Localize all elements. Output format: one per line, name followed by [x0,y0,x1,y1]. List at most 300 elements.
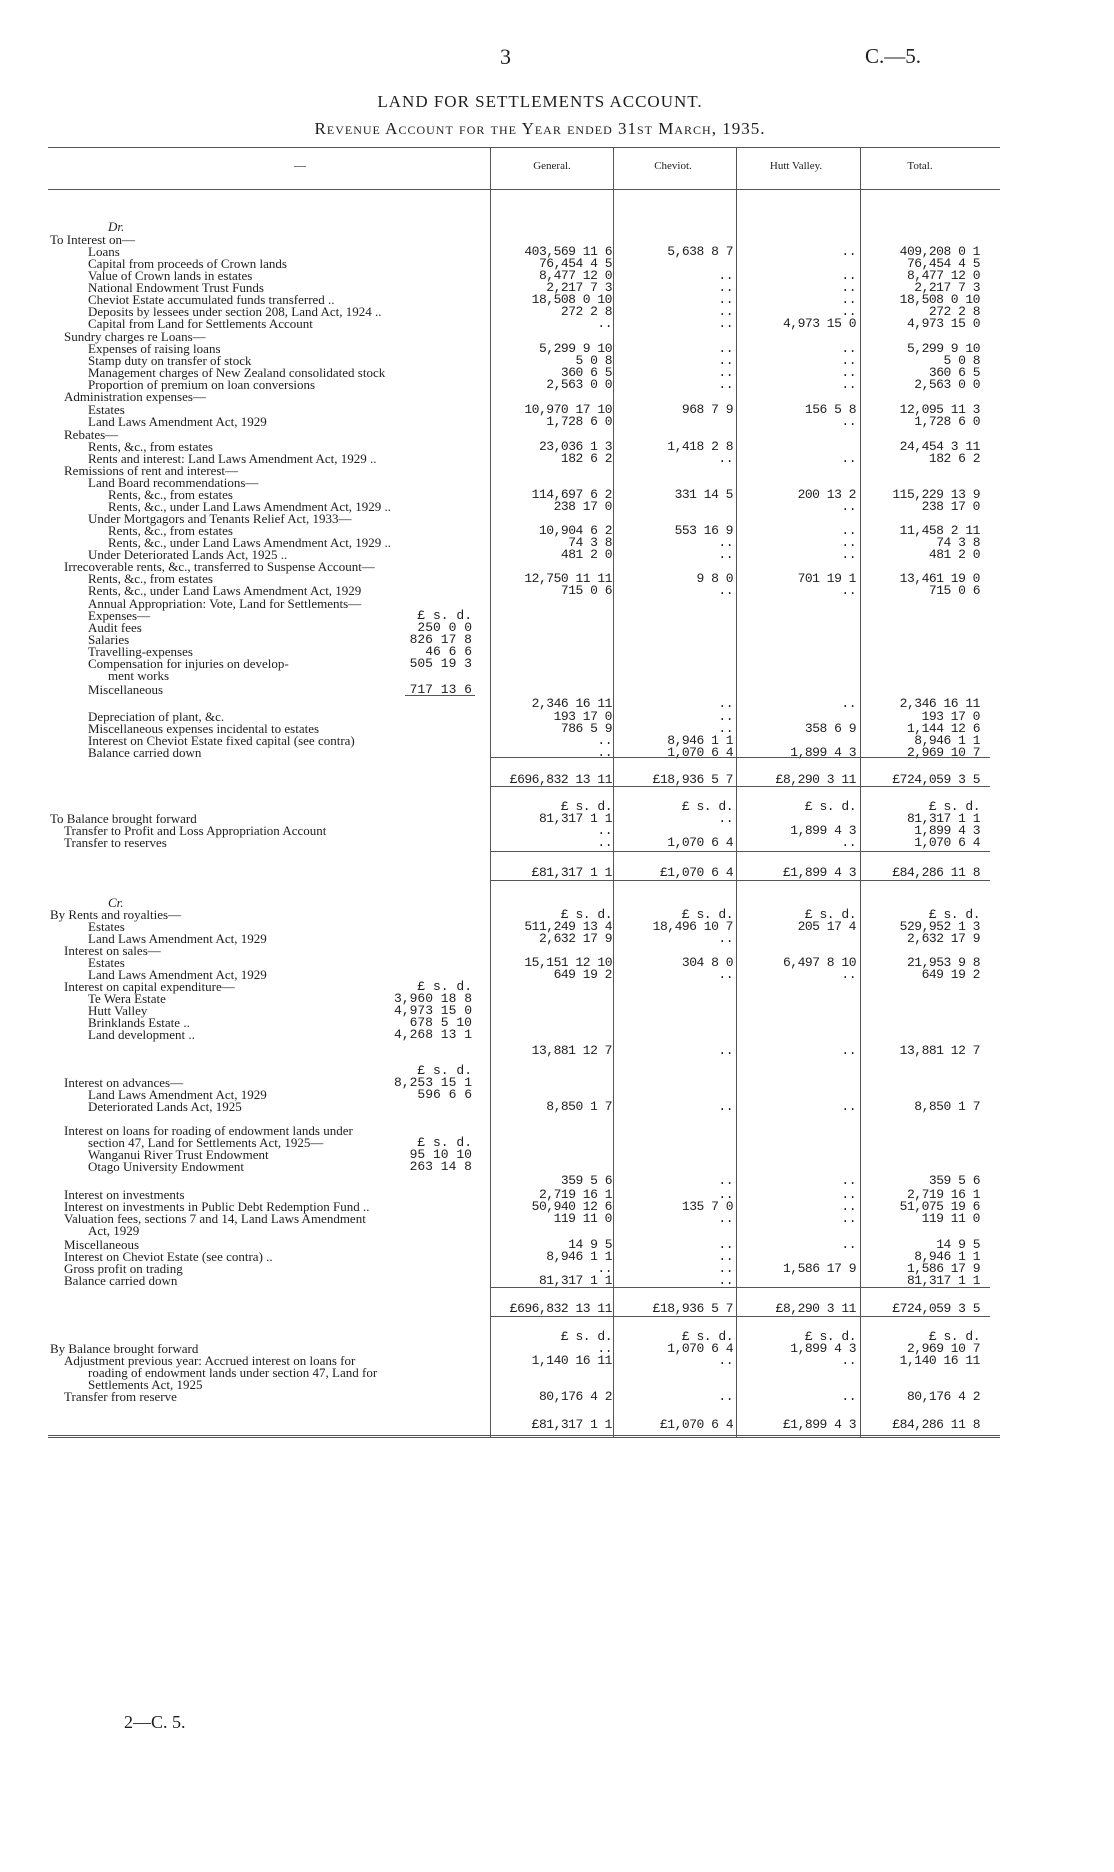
hutt-valley-amount: .. [841,967,856,982]
hutt-valley-amount: £1,899 4 3 [782,1417,856,1432]
total-amount: 11,458 2 11 [899,523,980,538]
total-amount: £724,059 3 5 [892,772,980,787]
row-label: roading of endowment lands under section 47, Land for [88,1365,378,1380]
cheviot-amount: £1,070 6 4 [659,1417,733,1432]
total-amount: 1,070 6 4 [914,835,980,850]
general-amount: 2,719 16 1 [538,1187,612,1202]
page-number: 3 [500,44,511,69]
total-rule [490,757,990,758]
hutt-valley-amount: £8,290 3 11 [775,772,856,787]
row-label: Capital from proceeds of Crown lands [88,256,287,271]
hutt-valley-amount: 1,899 4 3 [790,1341,856,1356]
row-label: Stamp duty on transfer of stock [88,353,252,368]
total-amount: 76,454 4 5 [906,256,980,271]
hutt-valley-amount: 701 19 1 [797,571,856,586]
hutt-valley-amount: .. [841,268,856,283]
general-amount: 80,176 4 2 [538,1389,612,1404]
cheviot-amount: .. [718,547,733,562]
total-amount: 13,881 12 7 [899,1043,980,1058]
cheviot-amount: .. [718,292,733,307]
row-label: Annual Appropriation: Vote, Land for Settlements— [88,596,362,611]
row-label: Loans [88,244,120,259]
row-label: Land Laws Amendment Act, 1929 [88,1087,267,1102]
total-amount: 715 0 6 [928,583,980,598]
column-header-total: Total. [907,160,933,172]
row-label: Rents, &c., from estates [88,439,213,454]
table-bottom-rule [48,1435,1000,1438]
row-label: National Endowment Trust Funds [88,280,264,295]
total-amount: 14 9 5 [936,1237,980,1252]
total-rule [490,1287,990,1288]
cheviot-amount: 8,946 1 1 [667,733,733,748]
total-amount: 2,969 10 7 [906,1341,980,1356]
hutt-valley-amount: 1,586 17 9 [782,1261,856,1276]
sub-amount: 46 6 6 [425,644,472,659]
row-label: Irrecoverable rents, &c., transferred to Suspense Account— [64,559,375,574]
total-amount: 409,208 0 1 [899,244,980,259]
cheviot-amount: 1,070 6 4 [667,1341,733,1356]
sub-amount: 678 5 10 [409,1015,472,1030]
general-amount: 511,249 13 4 [524,919,612,934]
row-label: Salaries [88,632,130,647]
total-rule [490,851,990,852]
general-amount: .. [597,745,612,760]
row-label: Interest on investments [64,1187,185,1202]
row-label: Rents and interest: Land Laws Amendment Act, 1929 .. [88,451,377,466]
row-label: Rebates— [64,427,119,442]
general-amount: 8,477 12 0 [538,268,612,283]
hutt-valley-amount: .. [841,1199,856,1214]
total-amount: 1,140 16 11 [899,1353,980,1368]
row-label: Transfer to Profit and Loss Appropriation Account [64,823,327,838]
general-amount: 23,036 1 3 [538,439,612,454]
general-amount: 10,904 6 2 [538,523,612,538]
general-amount: 2,563 0 0 [546,377,612,392]
cheviot-amount: .. [718,451,733,466]
cheviot-amount: .. [718,709,733,724]
hutt-valley-amount: 156 5 8 [804,402,856,417]
total-amount: 18,508 0 10 [899,292,980,307]
total-amount: 182 6 2 [928,451,980,466]
account-title: LAND FOR SETTLEMENTS ACCOUNT. [377,92,703,111]
general-amount: 8,946 1 1 [546,1249,612,1264]
hutt-valley-amount: 4,973 15 0 [782,316,856,331]
hutt-valley-amount: 6,497 8 10 [782,955,856,970]
total-amount: 481 2 0 [928,547,980,562]
hutt-valley-amount: 205 17 4 [797,919,856,934]
hutt-valley-amount: .. [841,583,856,598]
cheviot-amount: 5,638 8 7 [667,244,733,259]
row-label: Under Mortgagors and Tenants Relief Act, 1933— [88,511,352,526]
cheviot-amount: .. [718,268,733,283]
cheviot-amount: 553 16 9 [674,523,733,538]
general-amount: 12,750 11 11 [524,571,612,586]
table-header-rule [48,189,1000,190]
row-label: Estates [88,402,125,417]
row-label: Compensation for injuries on develop- [88,656,289,671]
row-label: Capital from Land for Settlements Account [88,316,313,331]
hutt-valley-amount: .. [841,451,856,466]
hutt-valley-amount: .. [841,1353,856,1368]
general-amount: 649 19 2 [553,967,612,982]
row-label: Interest on sales— [64,943,161,958]
hutt-valley-amount: £ s. d. [804,799,856,814]
total-amount: 2,632 17 9 [906,931,980,946]
row-label: Interest on loans for roading of endowment lands under [64,1123,353,1138]
total-amount: £ s. d. [928,799,980,814]
general-amount: 10,970 17 10 [524,402,612,417]
row-label: Deteriorated Lands Act, 1925 [88,1099,242,1114]
hutt-valley-amount: .. [841,292,856,307]
hutt-valley-amount: .. [841,304,856,319]
total-amount: 8,946 1 1 [914,733,980,748]
row-label: Under Deteriorated Lands Act, 1925 .. [88,547,288,562]
row-label: Land Laws Amendment Act, 1929 [88,931,267,946]
total-amount: 119 11 0 [921,1211,980,1226]
sub-amount: 8,253 15 1 [393,1075,472,1090]
general-amount: 119 11 0 [553,1211,612,1226]
sub-amount: 596 6 6 [417,1087,472,1102]
cheviot-amount: 1,070 6 4 [667,835,733,850]
hutt-valley-amount: .. [841,1187,856,1202]
general-amount: £81,317 1 1 [531,1417,612,1432]
cheviot-amount: 1,418 2 8 [667,439,733,454]
sub-amount: 826 17 8 [409,632,472,647]
general-amount: .. [597,316,612,331]
row-label: Adjustment previous year: Accrued interest on loans for [64,1353,356,1368]
row-label: Expenses— [88,608,151,623]
total-amount: 12,095 11 3 [899,402,980,417]
hutt-valley-amount: 358 6 9 [804,721,856,736]
hutt-valley-amount: .. [841,547,856,562]
cheviot-amount: .. [718,967,733,982]
row-label: Depreciation of plant, &c. [88,709,225,724]
sub-amount: 505 19 3 [409,656,472,671]
cheviot-amount: £ s. d. [681,799,733,814]
cheviot-amount: .. [718,1389,733,1404]
total-amount: 529,952 1 3 [899,919,980,934]
row-label: Balance carried down [88,745,202,760]
row-label: Brinklands Estate .. [88,1015,190,1030]
sub-amount: £ s. d. [417,1063,472,1078]
general-amount: 5,299 9 10 [538,341,612,356]
hutt-valley-amount: .. [841,244,856,259]
account-subtitle: Revenue Account for the Year ended 31st March, 1935. [314,119,766,138]
general-amount: .. [597,1341,612,1356]
total-amount: 272 2 8 [928,304,980,319]
row-label: Interest on Cheviot Estate fixed capital (see contra) [88,733,355,748]
row-label: Deposits by lessees under section 208, Land Act, 1924 .. [88,304,382,319]
row-label: Expenses of raising loans [88,341,221,356]
row-label: Land development .. [88,1027,195,1042]
cheviot-amount: .. [718,1249,733,1264]
hutt-valley-amount: .. [841,377,856,392]
total-amount: 81,317 1 1 [906,811,980,826]
total-amount: 1,899 4 3 [914,823,980,838]
cheviot-amount: .. [718,1099,733,1114]
cheviot-amount: .. [718,353,733,368]
row-label: Estates [88,955,125,970]
general-amount: 786 5 9 [560,721,612,736]
row-label: By Balance brought forward [50,1341,199,1356]
general-amount: 2,632 17 9 [538,931,612,946]
sub-total-rule [405,695,475,696]
general-amount: 76,454 4 5 [538,256,612,271]
row-label: Act, 1929 [88,1223,140,1238]
general-amount: £ s. d. [560,907,612,922]
total-amount: 8,850 1 7 [914,1099,980,1114]
total-amount: 24,454 3 11 [899,439,980,454]
general-amount: £ s. d. [560,799,612,814]
column-header-particulars: — [294,158,306,172]
cheviot-amount: .. [718,1237,733,1252]
row-label: Rents, &c., under Land Laws Amendment Act, 1929 .. [108,499,392,514]
general-amount: 81,317 1 1 [538,1273,612,1288]
general-amount: 5 0 8 [575,353,612,368]
row-label: Sundry charges re Loans— [64,329,206,344]
hutt-valley-amount: .. [841,535,856,550]
cheviot-amount: .. [718,1187,733,1202]
general-amount: £696,832 13 11 [509,772,612,787]
general-amount: 1,728 6 0 [546,414,612,429]
row-label: Wanganui River Trust Endowment [88,1147,269,1162]
hutt-valley-amount: .. [841,1389,856,1404]
hutt-valley-amount: .. [841,835,856,850]
cheviot-amount: £18,936 5 7 [652,1301,733,1316]
general-amount: 13,881 12 7 [531,1043,612,1058]
row-label: Land Board recommendations— [88,475,259,490]
cheviot-amount: 135 7 0 [681,1199,733,1214]
total-amount: 80,176 4 2 [906,1389,980,1404]
hutt-valley-amount: .. [841,1211,856,1226]
row-label: Interest on advances— [64,1075,184,1090]
cheviot-amount: 18,496 10 7 [652,919,733,934]
general-amount: 182 6 2 [560,451,612,466]
general-amount: 114,697 6 2 [531,487,612,502]
sub-amount: 263 14 8 [409,1159,472,1174]
general-amount: 2,217 7 3 [546,280,612,295]
sub-amount: £ s. d. [417,608,472,623]
cheviot-amount: 331 14 5 [674,487,733,502]
cheviot-amount: .. [718,377,733,392]
row-label: Valuation fees, sections 7 and 14, Land Laws Amendment [64,1211,366,1226]
row-label: Settlements Act, 1925 [88,1377,203,1392]
cheviot-amount: .. [718,535,733,550]
cheviot-amount: £ s. d. [681,1329,733,1344]
sub-amount: 3,960 18 8 [393,991,472,1006]
hutt-valley-amount: .. [841,280,856,295]
general-amount: 2,346 16 11 [531,696,612,711]
total-amount: 2,563 0 0 [914,377,980,392]
row-label: To Balance brought forward [50,811,197,826]
hutt-valley-amount: .. [841,1043,856,1058]
row-label: Interest on Cheviot Estate (see contra) .. [64,1249,273,1264]
row-label: Land Laws Amendment Act, 1929 [88,414,267,429]
total-amount: 51,075 19 6 [899,1199,980,1214]
cheviot-amount: .. [718,341,733,356]
cheviot-amount: 9 8 0 [696,571,733,586]
cheviot-amount: .. [718,280,733,295]
total-amount: 2,217 7 3 [914,280,980,295]
row-label: By Rents and royalties— [50,907,182,922]
hutt-valley-amount: .. [841,341,856,356]
row-label: Rents, &c., from estates [108,487,233,502]
total-amount: 2,969 10 7 [906,745,980,760]
cheviot-amount: .. [718,931,733,946]
cheviot-amount: £1,070 6 4 [659,865,733,880]
hutt-valley-amount: 1,899 4 3 [790,823,856,838]
total-amount: 115,229 13 9 [892,487,980,502]
total-amount: 238 17 0 [921,499,980,514]
page-footer: 2—C. 5. [124,1712,186,1732]
sub-amount: £ s. d. [417,979,472,994]
row-label: Rents, &c., under Land Laws Amendment Act, 1929 [88,583,362,598]
general-amount: .. [597,1261,612,1276]
document-reference: C.—5. [865,44,922,68]
general-amount: 1,140 16 11 [531,1353,612,1368]
row-label: Miscellaneous [88,682,164,697]
hutt-valley-amount: 200 13 2 [797,487,856,502]
cheviot-amount: .. [718,583,733,598]
total-amount: 13,461 19 0 [899,571,980,586]
column-header-general: General. [533,160,571,172]
sub-amount: £ s. d. [417,1135,472,1150]
row-label: Cr. [108,895,124,910]
row-label: Rents, &c., from estates [108,523,233,538]
total-amount: £84,286 11 8 [892,865,980,880]
hutt-valley-amount: .. [841,353,856,368]
cheviot-amount: 1,070 6 4 [667,745,733,760]
cheviot-amount: .. [718,304,733,319]
total-amount: 8,477 12 0 [906,268,980,283]
cheviot-amount: .. [718,1173,733,1188]
cheviot-amount: .. [718,1261,733,1276]
total-amount: 2,719 16 1 [906,1187,980,1202]
cheviot-amount: £18,936 5 7 [652,772,733,787]
general-amount: £81,317 1 1 [531,865,612,880]
hutt-valley-amount: £1,899 4 3 [782,865,856,880]
hutt-valley-amount: .. [841,414,856,429]
row-label: Transfer from reserve [64,1389,177,1404]
general-amount: £ s. d. [560,1329,612,1344]
cheviot-amount: .. [718,1043,733,1058]
row-label: Interest on capital expenditure— [64,979,235,994]
sub-amount: 250 0 0 [417,620,472,635]
general-amount: 15,151 12 10 [524,955,612,970]
general-amount: 360 6 5 [560,365,612,380]
row-label: Interest on investments in Public Debt Redemption Fund .. [64,1199,370,1214]
general-amount: £696,832 13 11 [509,1301,612,1316]
row-label: Travelling-expenses [88,644,193,659]
cheviot-amount: £ s. d. [681,907,733,922]
total-amount: 4,973 15 0 [906,316,980,331]
row-label: Remissions of rent and interest— [64,463,239,478]
row-label: section 47, Land for Settlements Act, 1925— [88,1135,324,1150]
general-amount: 14 9 5 [568,1237,612,1252]
row-label: Cheviot Estate accumulated funds transferred .. [88,292,335,307]
general-amount: 18,508 0 10 [531,292,612,307]
general-amount: 403,569 11 6 [524,244,612,259]
general-amount: 50,940 12 6 [531,1199,612,1214]
sub-amount: 4,973 15 0 [393,1003,472,1018]
row-label: Hutt Valley [88,1003,148,1018]
hutt-valley-amount: .. [841,523,856,538]
row-label: Audit fees [88,620,142,635]
table-top-rule [48,147,1000,148]
cheviot-amount: .. [718,811,733,826]
row-label: Management charges of New Zealand consolidated stock [88,365,386,380]
row-label: Miscellaneous [64,1237,140,1252]
hutt-valley-amount: .. [841,1173,856,1188]
total-rule [490,880,990,881]
general-amount: 715 0 6 [560,583,612,598]
row-label: Gross profit on trading [64,1261,183,1276]
row-label: Estates [88,919,125,934]
row-label: ment works [108,668,170,683]
total-amount: 649 19 2 [921,967,980,982]
hutt-valley-amount: .. [841,1099,856,1114]
cheviot-amount: .. [718,365,733,380]
cheviot-amount: .. [718,316,733,331]
row-label: Te Wera Estate [88,991,166,1006]
hutt-valley-amount: 1,899 4 3 [790,745,856,760]
hutt-valley-amount: £8,290 3 11 [775,1301,856,1316]
row-label: Rents, &c., from estates [88,571,213,586]
row-label: Dr. [108,219,125,234]
total-amount: 74 3 8 [936,535,980,550]
total-amount: 5,299 9 10 [906,341,980,356]
total-amount: 2,346 16 11 [899,696,980,711]
general-amount: 238 17 0 [553,499,612,514]
row-label: Balance carried down [64,1273,178,1288]
row-label: Land Laws Amendment Act, 1929 [88,967,267,982]
general-amount: 359 5 6 [560,1173,612,1188]
total-amount: £ s. d. [928,1329,980,1344]
column-header-hutt-valley: Hutt Valley. [769,160,823,172]
column-header-cheviot: Cheviot. [654,160,692,172]
sub-amount: 95 10 10 [409,1147,472,1162]
total-rule [490,1316,990,1317]
total-amount: £724,059 3 5 [892,1301,980,1316]
row-label: Value of Crown lands in estates [88,268,253,283]
column-divider [490,147,491,1437]
hutt-valley-amount: .. [841,365,856,380]
cheviot-amount: 968 7 9 [681,402,733,417]
general-amount: 81,317 1 1 [538,811,612,826]
general-amount: .. [597,733,612,748]
total-amount: £ s. d. [928,907,980,922]
general-amount: .. [597,835,612,850]
row-label: Proportion of premium on loan conversions [88,377,316,392]
row-label: Otago University Endowment [88,1159,244,1174]
total-amount: 1,586 17 9 [906,1261,980,1276]
total-amount: 81,317 1 1 [906,1273,980,1288]
cheviot-amount: .. [718,1211,733,1226]
cheviot-amount: .. [718,721,733,736]
row-label: To Interest on— [50,232,136,247]
total-rule [490,786,990,787]
cheviot-amount: .. [718,1353,733,1368]
cheviot-amount: .. [718,1273,733,1288]
general-amount: 481 2 0 [560,547,612,562]
cheviot-amount: .. [718,696,733,711]
total-amount: 360 6 5 [928,365,980,380]
cheviot-amount: 304 8 0 [681,955,733,970]
row-label: Miscellaneous expenses incidental to estates [88,721,320,736]
general-amount: .. [597,823,612,838]
total-amount: 359 5 6 [928,1173,980,1188]
row-label: Transfer to reserves [64,835,167,850]
